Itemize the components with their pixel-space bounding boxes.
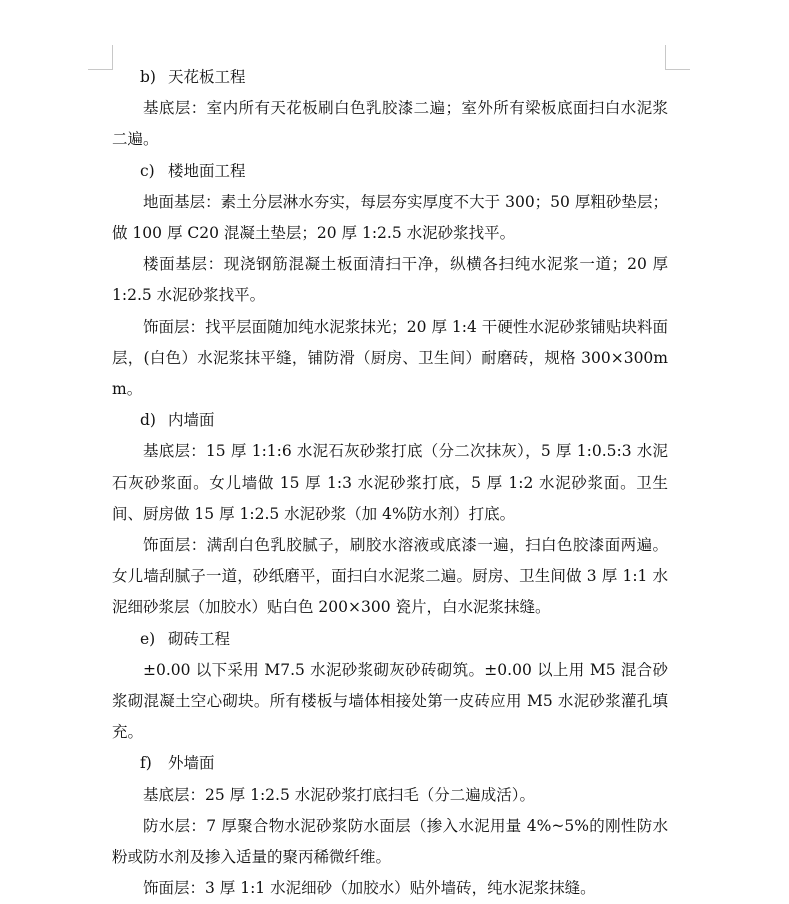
paragraph: 基底层：15 厚 1:1:6 水泥石灰砂浆打底（分二次抹灰），5 厚 1:0.5:3 水泥石灰砂浆面。女儿墙做 15 厚 1:3 水泥砂浆打底，5 厚 1:2 水泥砂浆面。卫生间、厨房做 15 厚 1:2.5 水泥砂浆（加 4%防水剂）打底。 xyxy=(112,442,668,523)
paragraph: 饰面层：3 厚 1:1 水泥细砂（加胶水）贴外墙砖，纯水泥浆抹缝。 xyxy=(143,879,596,898)
margin-corner-mark-top-left xyxy=(88,45,113,70)
section-number: e) xyxy=(140,629,156,648)
paragraph: 饰面层：满刮白色乳胶腻子，刷胶水溶液或底漆一遍，扫白色胶漆面两遍。女儿墙刮腻子一道，砂纸磨平，面扫白水泥浆二遍。厨房、卫生间做 3 厚 1:1 水泥细砂浆层（加胶水）贴白色 200×300 瓷片，白水泥浆抹缝。 xyxy=(112,536,668,617)
paragraph: 基底层：25 厚 1:2.5 水泥砂浆打底扫毛（分二遍成活）。 xyxy=(143,785,535,804)
paragraph: 基底层：室内所有天花板刷白色乳胶漆二遍；室外所有梁板底面扫白水泥浆二遍。 xyxy=(112,99,668,149)
section-masonry xyxy=(112,624,668,749)
section-heading xyxy=(112,156,668,187)
section-title: 天花板工程 xyxy=(168,68,246,86)
section-title: 砌砖工程 xyxy=(168,629,231,648)
section-heading xyxy=(112,748,668,779)
document-body[interactable] xyxy=(112,62,668,904)
section-heading xyxy=(112,62,668,93)
paragraph: ±0.00 以下采用 M7.5 水泥砂浆砌灰砂砖砌筑。±0.00 以上用 M5 混合砂浆砌混凝土空心砌块。所有楼板与墙体相接处第一皮砖应用 M5 水泥砂浆灌孔填充。 xyxy=(112,660,668,742)
section-title: 内墙面 xyxy=(168,411,215,430)
section-heading xyxy=(112,624,668,655)
margin-corner-mark-top-right xyxy=(665,45,690,70)
section-title: 楼地面工程 xyxy=(168,161,246,180)
section-number: b) xyxy=(140,68,156,86)
section-floor xyxy=(112,156,668,406)
section-number: f) xyxy=(140,754,152,773)
section-interior-wall xyxy=(112,405,668,623)
section-number: c) xyxy=(140,161,155,180)
section-exterior-wall xyxy=(112,748,668,904)
section-heading xyxy=(112,405,668,436)
section-ceiling xyxy=(112,62,668,156)
section-number: d) xyxy=(140,411,156,430)
paragraph: 楼面基层：现浇钢筋混凝土板面清扫干净，纵横各扫纯水泥浆一道；20 厚 1:2.5 水泥砂浆找平。 xyxy=(112,255,668,305)
paragraph: 地面基层：素土分层淋水夯实，每层夯实厚度不大于 300；50 厚粗砂垫层；做 100 厚 C20 混凝土垫层；20 厚 1:2.5 水泥砂浆找平。 xyxy=(112,192,668,243)
paragraph: 防水层：7 厚聚合物水泥砂浆防水面层（掺入水泥用量 4%~5%的刚性防水粉或防水剂及掺入适量的聚丙稀微纤维。 xyxy=(112,816,668,867)
paragraph: 饰面层：找平层面随加纯水泥浆抹光；20 厚 1:4 干硬性水泥砂浆铺贴块料面层，(白色）水泥浆抹平缝，铺防滑（厨房、卫生间）耐磨砖，规格 300×300mm。 xyxy=(112,317,668,399)
section-title: 外墙面 xyxy=(168,754,215,773)
